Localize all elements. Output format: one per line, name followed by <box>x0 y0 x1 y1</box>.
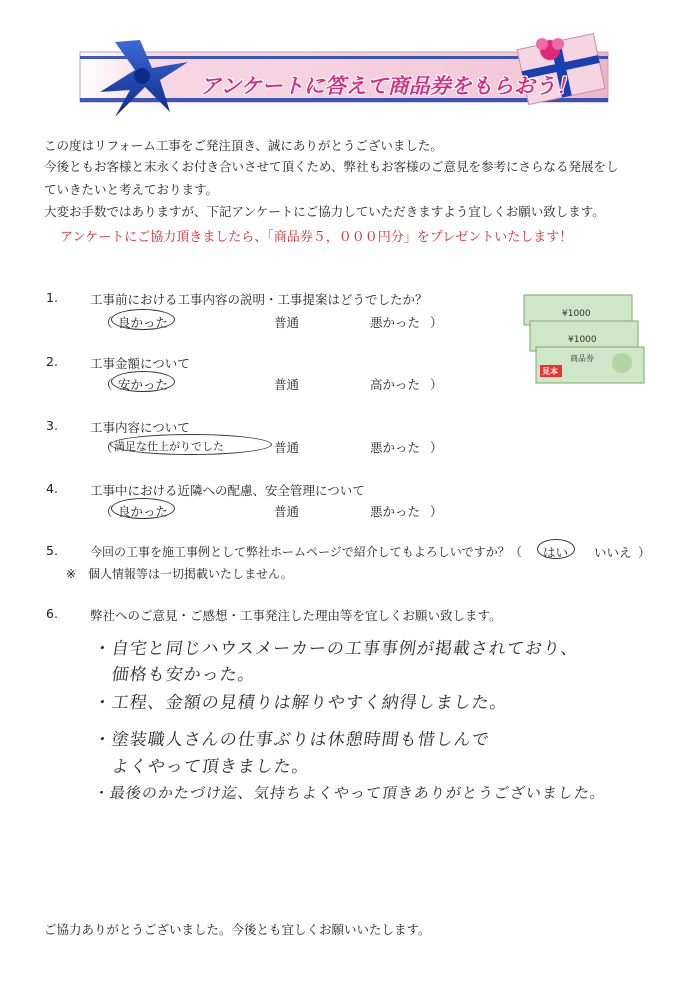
voucher-label: 商品券 <box>570 354 594 363</box>
intro-line-4: 大変お手数ではありますが、下記アンケートにご協力していただきますよう宜しくお願い致します。 <box>44 204 605 219</box>
answer-line-4: ・塗装職人さんの仕事ぶりは休憩時間も惜しんで <box>92 730 492 750</box>
question-3-paren-close: ） <box>430 440 443 455</box>
question-3-text: 工事内容について <box>90 420 190 435</box>
voucher-stamp: 見本 <box>542 367 558 376</box>
footer-thanks: ご協力ありがとうございました。今後とも宜しくお願いいたします。 <box>44 922 431 937</box>
promo-text: アンケートにご協力頂きましたら、「商品券５，０００円分」をプレゼントいたします！ <box>60 230 573 245</box>
question-1-number: 1. <box>46 290 58 305</box>
question-4-paren-open: （ <box>100 504 113 519</box>
question-1-option-good[interactable]: 良かった <box>118 315 169 330</box>
answer-line-6: ・最後のかたづけ迄、気持ちよくやって頂きありがとうございました。 <box>92 784 608 802</box>
question-5-option-yes[interactable]: はい <box>543 545 569 560</box>
voucher-amount-2: ¥1000 <box>568 335 597 345</box>
banner-title: アンケートに答えて商品券をもらおう！ <box>200 74 577 98</box>
question-3-option-normal[interactable]: 普通 <box>274 440 300 455</box>
question-3-option-bad[interactable]: 悪かった <box>370 440 421 455</box>
question-2-option-cheap[interactable]: 安かった <box>118 377 169 392</box>
question-5-option-no[interactable]: いいえ <box>594 545 632 560</box>
question-4-option-good[interactable]: 良かった <box>118 504 169 519</box>
question-3-selected-circle <box>110 434 272 455</box>
question-1-text: 工事前における工事内容の説明・工事提案はどうでしたか？ <box>90 292 428 307</box>
question-4-text: 工事中における近隣への配慮、安全管理について <box>90 483 365 498</box>
question-1-paren-close: ） <box>430 315 443 330</box>
question-1-option-bad[interactable]: 悪かった <box>370 315 421 330</box>
question-2-number: 2. <box>46 354 58 369</box>
question-1-selected-circle <box>111 309 175 330</box>
question-4-paren-close: ） <box>430 504 443 519</box>
question-2-option-expensive[interactable]: 高かった <box>370 377 421 392</box>
question-3-paren-open: （ <box>100 440 113 455</box>
question-1-option-normal[interactable]: 普通 <box>274 315 300 330</box>
question-2-option-normal[interactable]: 普通 <box>274 377 300 392</box>
question-3-option-satisfied[interactable]: 満足な仕上がりでした <box>114 440 224 453</box>
question-4-option-bad[interactable]: 悪かった <box>370 504 421 519</box>
question-4-option-normal[interactable]: 普通 <box>274 504 300 519</box>
question-5-text: 今回の工事を施工事例として弊社ホームページで紹介してもよろしいですか？（ <box>90 545 522 559</box>
question-2-paren-close: ） <box>430 377 443 392</box>
question-5-number: 5. <box>46 543 58 558</box>
intro-line-3: ていきたいと考えております。 <box>44 182 219 197</box>
question-6-number: 6. <box>46 606 58 621</box>
question-2-paren-open: （ <box>100 377 113 392</box>
question-4-number: 4. <box>46 481 58 496</box>
gift-voucher-image <box>522 293 650 391</box>
intro-line-1: この度はリフォーム工事をご発注頂き、誠にありがとうございました。 <box>44 138 443 153</box>
answer-line-3: ・工程、金額の見積りは解りやすく納得しました。 <box>92 693 510 713</box>
question-5-note: ※ 個人情報等は一切掲載いたしません。 <box>66 567 293 581</box>
question-2-selected-circle <box>111 371 175 392</box>
question-5-selected-circle <box>537 539 575 559</box>
question-6-text: 弊社へのご意見・ご感想・工事発注した理由等を宜しくお願い致します。 <box>90 608 502 623</box>
voucher-amount-1: ¥1000 <box>562 309 591 319</box>
answer-line-2: 価格も安かった。 <box>110 665 258 685</box>
answer-line-1: ・自宅と同じハウスメーカーの工事事例が掲載されており、 <box>92 639 581 659</box>
question-4-selected-circle <box>111 498 175 519</box>
question-2-text: 工事金額について <box>90 356 190 371</box>
answer-line-5: よくやって頂きました。 <box>110 757 312 777</box>
question-5-paren-close: ） <box>638 545 651 560</box>
question-3-number: 3. <box>46 418 58 433</box>
intro-line-2: 今後ともお客様と末永くお付き合いさせて頂くため、弊社もお客様のご意見を参考にさらなる発展をし <box>44 159 619 174</box>
question-1-paren-open: （ <box>100 315 113 330</box>
